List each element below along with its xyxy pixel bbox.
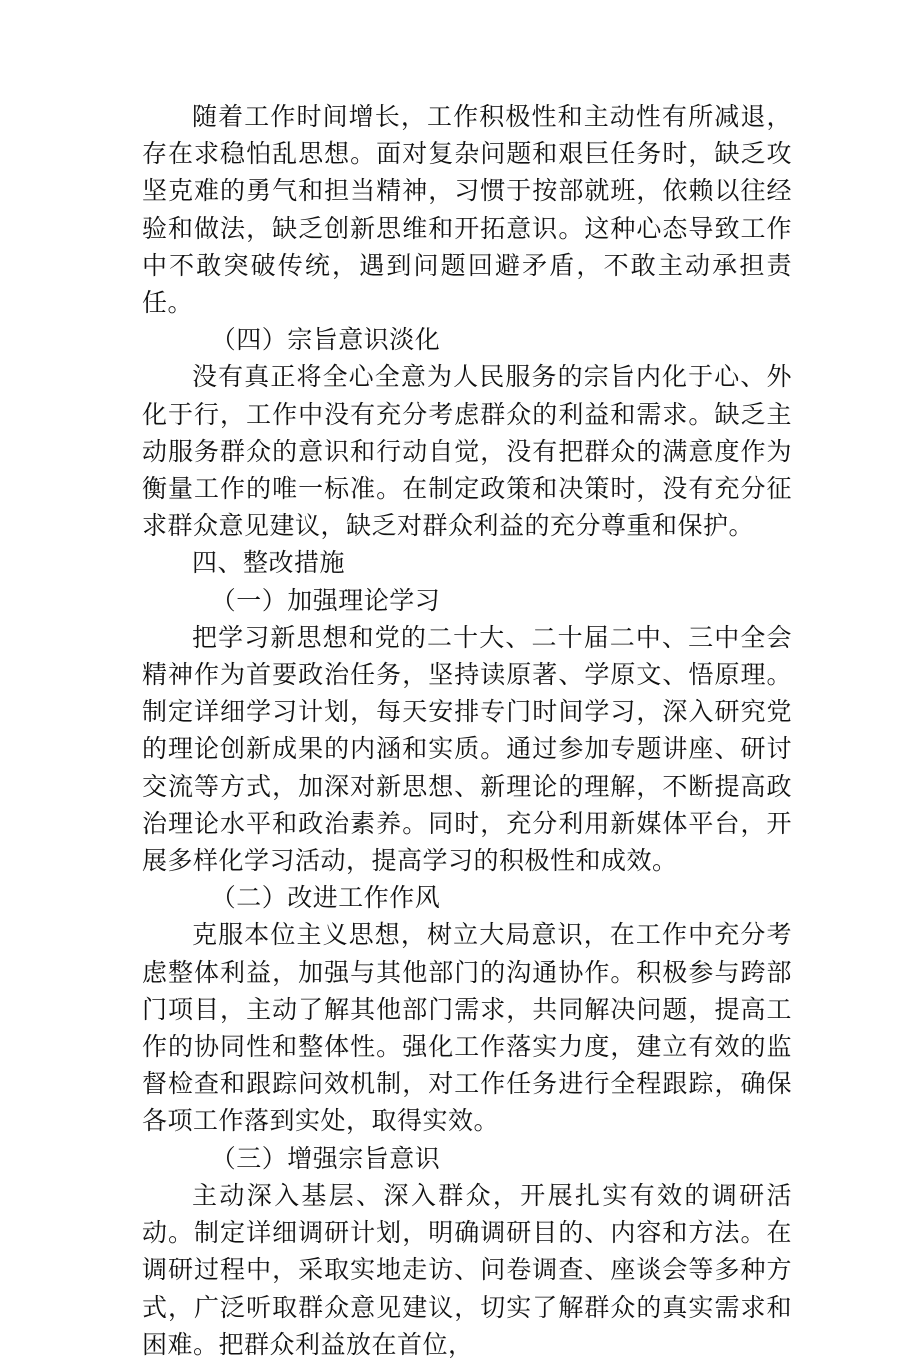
document-body bbox=[142, 98, 792, 1363]
paragraph-purpose-awareness: 没有真正将全心全意为人民服务的宗旨内化于心、外化于行，工作中没有充分考虑群众的利益和需求。缺乏主动服务群众的意识和行动自觉，没有把群众的满意度作为衡量工作的唯一标准。在制定政策和决策时，没有充分征求群众意见建议，缺乏对群众利益的充分尊重和保护。 bbox=[142, 362, 792, 541]
paragraph-theory-study: 把学习新思想和党的二十大、二十届二中、三中全会精神作为首要政治任务，坚持读原著、学原文、悟原理。制定详细学习计划，每天安排专门时间学习，深入研究党的理论创新成果的内涵和实质。通过参加专题讲座、研讨交流等方式，加深对新思想、新理论的理解，不断提高政治理论水平和政治素养。同时，充分利用新媒体平台，开展多样化学习活动，提高学习的积极性和成效。 bbox=[142, 622, 792, 876]
heading-enhance-purpose-awareness: （三）增强宗旨意识 bbox=[210, 1143, 441, 1173]
paragraph-work-attitude: 随着工作时间增长，工作积极性和主动性有所减退，存在求稳怕乱思想。面对复杂问题和艰巨任务时，缺乏攻坚克难的勇气和担当精神，习惯于按部就班，依赖以往经验和做法，缺乏创新思维和开拓意识。这种心态导致工作中不敢突破传统，遇到问题回避矛盾，不敢主动承担责任。 bbox=[142, 102, 792, 318]
heading-purpose-awareness-weak: （四）宗旨意识淡化 bbox=[210, 325, 441, 355]
heading-strengthen-theory-study: （一）加强理论学习 bbox=[210, 585, 441, 615]
paragraph-enhance-purpose: 主动深入基层、深入群众，开展扎实有效的调研活动。制定详细调研计划，明确调研目的、内容和方法。在调研过程中，采取实地走访、问卷调查、座谈会等多种方式，广泛听取群众意见建议，切实了解群众的真实需求和困难。把群众利益放在首位， bbox=[142, 1180, 792, 1359]
paragraph-work-style: 克服本位主义思想，树立大局意识，在工作中充分考虑整体利益，加强与其他部门的沟通协作。积极参与跨部门项目，主动了解其他部门需求，共同解决问题，提高工作的协同性和整体性。强化工作落实力度，建立有效的监督检查和跟踪问效机制，对工作任务进行全程跟踪，确保各项工作落到实处，取得实效。 bbox=[142, 920, 792, 1136]
heading-rectification-measures: 四、整改措施 bbox=[192, 548, 346, 578]
heading-improve-work-style: （二）改进工作作风 bbox=[210, 883, 441, 913]
